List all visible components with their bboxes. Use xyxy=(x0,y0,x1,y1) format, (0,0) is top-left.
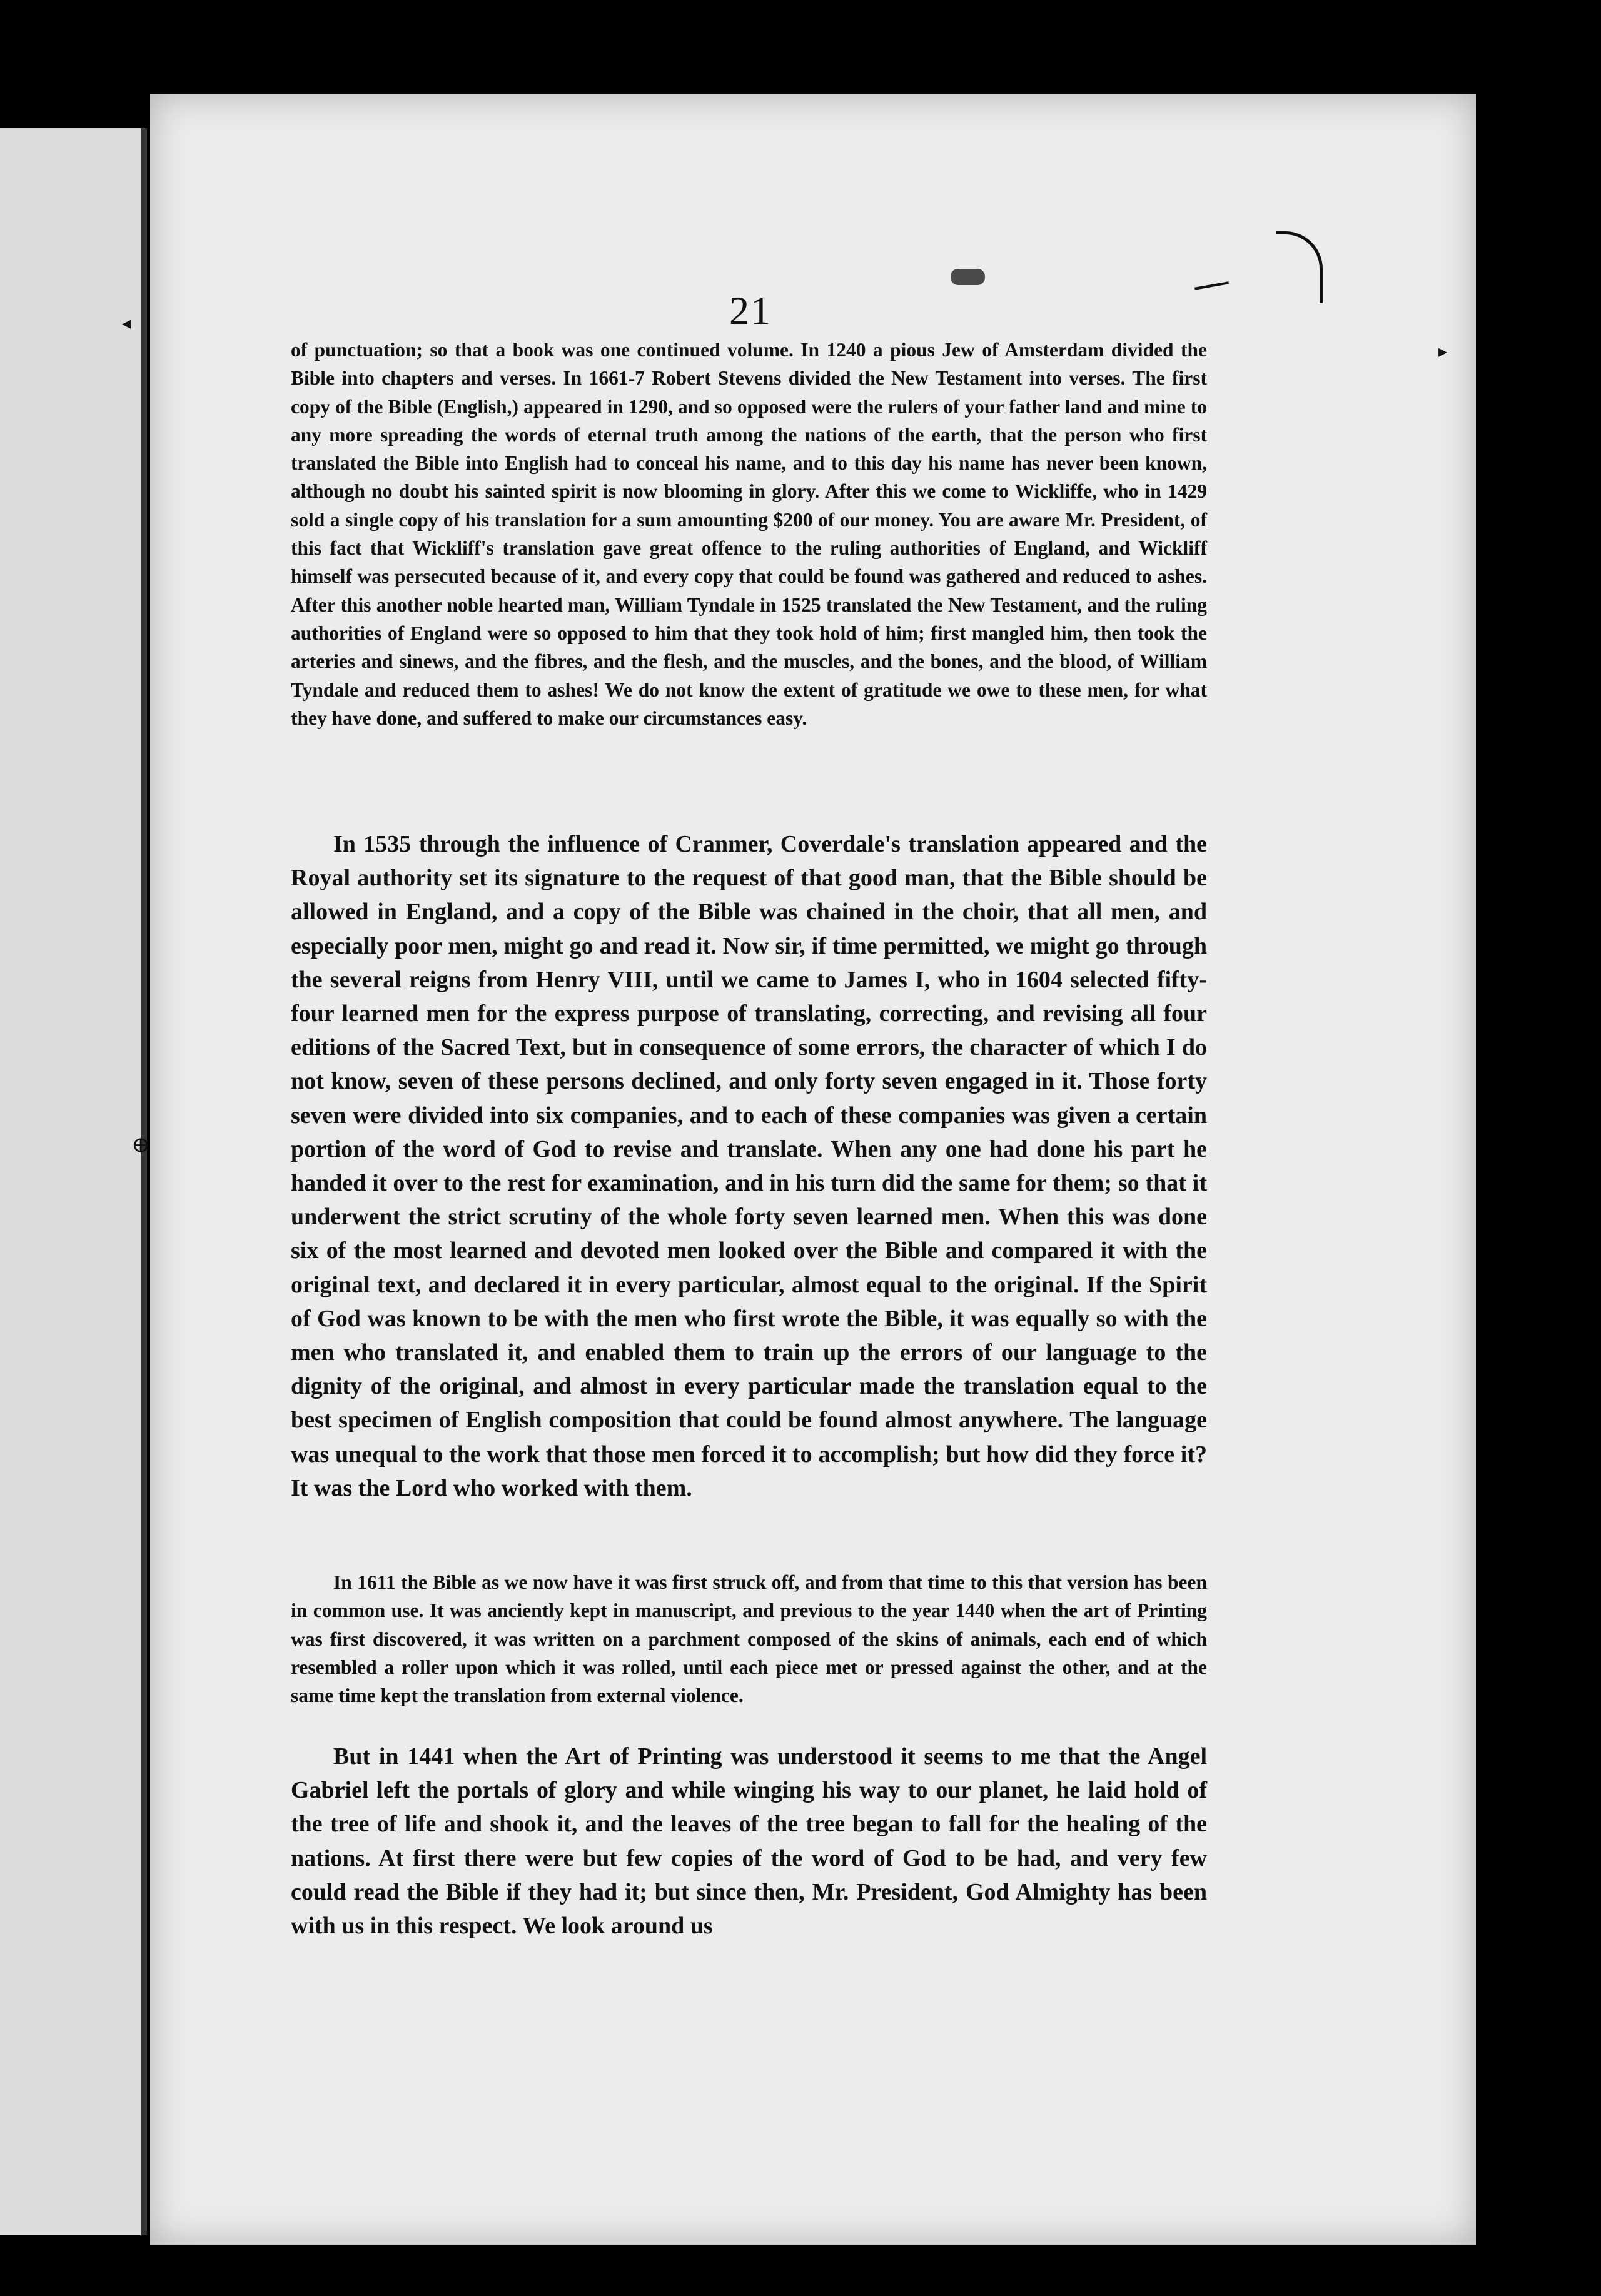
margin-clip-icon: ⊕ xyxy=(131,1132,151,1157)
page-gutter xyxy=(141,128,147,2235)
paragraph-2: In 1535 through the influence of Cranmer, Coverdale's translation appeared and the Royal authority set its signature to the request of that good man, that the Bible should be allowed in England, and a copy of the Bible was chained in the choir, that all men, and especially poor men, might go and read it. Now sir, if time permitted, we might go through the several reigns from Henry VIII, until we came to James I, who in 1604 selected fifty-four learned men for the express purpose of translating, correcting, and revising all four editions of the Sacred Text, but in consequence of some errors, the character of which I do not know, seven of these persons declined, and only forty seven engaged in it. Those forty seven were divided into six companies, and to each of these companies was given a certain portion of the word of God to revise and translate. When any one had done his part he handed it over to the rest for examination, and in his turn did the same for them; so that it underwent the strict scrutiny of the whole forty seven learned men. When this was done six of the most learned and devoted men looked over the Bible and compared it with the original text, and declared it in every particular, almost equal to the original. If the Spirit of God was known to be with the men who first wrote the Bible, it was equally so with the men who translated it, and enabled them to train up the errors of our language to the dignity of the original, and almost in every particular made the translation equal to the best specimen of English composition that could be found almost anywhere. The language was unequal to the work that those men forced it to accomplish; but how did they force it? It was the Lord who worked with them. xyxy=(291,831,1207,1501)
ink-smudge xyxy=(951,269,985,285)
paragraph-1: of punctuation; so that a book was one continued volume. In 1240 a pious Jew of Amsterdam divided the Bible into chapters and verses. In 1661-7 Robert Stevens divided the New Testament into verses. The first copy of the Bible (English,) appeared in 1290, and so opposed were the rulers of your father land and mine to any more spreading the words of eternal truth among the nations of the earth, that the person who first translated the Bible into English had to conceal his name, and to this day his name has never been known, although no doubt his sainted spirit is now blooming in glory. After this we come to Wickliffe, who in 1429 sold a single copy of his translation for a sum amounting $200 of our money. You are aware Mr. President, of this fact that Wickliff's translation gave great offence to the ruling authorities of England, and Wickliff himself was persecuted because of it, and every copy that could be found was gathered and reduced to ashes. After this another noble hearted man, William Tyndale in 1525 translated the New Testament, and the ruling authorities of England were so opposed to him that they took hold of him; first mangled him, then took the arteries and sinews, and the fibres, and the flesh, and the muscles, and the bones, and the blood, of William Tyndale and reduced them to ashes! We do not know the extent of gratitude we owe to these men, for what they have done, and suffered to make our circumstances easy. xyxy=(291,339,1207,729)
margin-arrow-icon: ▸ xyxy=(1438,342,1448,361)
paragraph-3: In 1611 the Bible as we now have it was first struck off, and from that time to this that version has been in common use. It was anciently kept in manuscript, and previous to the year 1440 when the art of Printing was first discovered, it was written on a parchment composed of the skins of animals, each end of which resembled a roller upon which it was rolled, until each piece met or pressed against the other, and at the same time kept the translation from external violence. xyxy=(291,1571,1207,1707)
left-page-edge xyxy=(0,128,147,2235)
paragraph-4: But in 1441 when the Art of Printing was understood it seems to me that the Angel Gabriel left the portals of glory and while winging his way to our planet, he laid hold of the tree of life and shook it, and the leaves of the tree began to fall for the healing of the nations. At first there were but few copies of the word of God to be had, and very few could read the Bible if they had it; but since then, Mr. President, God Almighty has been with us in this respect. We look around us xyxy=(291,1743,1207,1940)
page-number: 21 xyxy=(729,288,772,333)
margin-arrow-icon: ◂ xyxy=(122,314,131,333)
